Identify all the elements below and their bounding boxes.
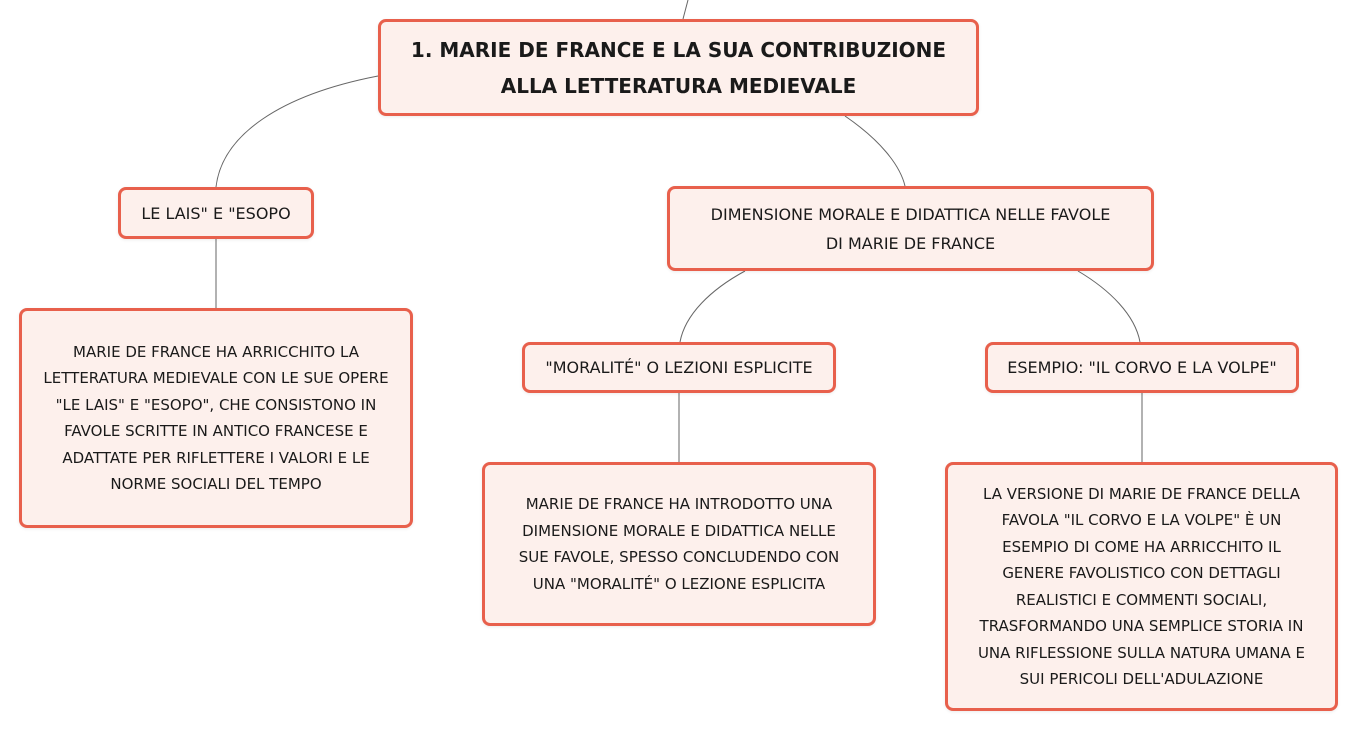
detail-node-esempio[interactable]: [945, 462, 1338, 711]
connector-parent-to-root: [683, 0, 688, 19]
detail-line: ESEMPIO DI COME HA ARRICCHITO IL: [1002, 537, 1281, 556]
topic-text: [711, 200, 1111, 258]
detail-line: SUE FAVOLE, SPESSO CONCLUDENDO CON: [518, 548, 840, 566]
detail-line: REALISTICI E COMMENTI SOCIALI,: [1015, 590, 1268, 609]
detail-line: FAVOLA "IL CORVO E LA VOLPE" È UN: [1001, 511, 1282, 529]
connector-root-to-morale: [845, 116, 905, 186]
detail-node-moralite[interactable]: [482, 462, 876, 626]
topic-node-lais-esopo[interactable]: [118, 187, 314, 239]
root-topic-node[interactable]: [378, 19, 979, 116]
root-topic-line: ALLA LETTERATURA MEDIEVALE: [500, 73, 857, 98]
detail-line: MARIE DE FRANCE HA INTRODOTTO UNA: [525, 495, 833, 513]
detail-line: MARIE DE FRANCE HA ARRICCHITO LA: [73, 342, 359, 361]
detail-line: SUI PERICOLI DELL'ADULAZIONE: [1019, 670, 1264, 688]
topic-label: ESEMPIO: "IL CORVO E LA VOLPE": [1007, 358, 1277, 377]
connector-root-to-lais: [216, 76, 378, 187]
detail-line: GENERE FAVOLISTICO CON DETTAGLI: [1002, 564, 1281, 582]
detail-text: [978, 481, 1305, 693]
connector-morale-to-esempio: [1078, 271, 1140, 342]
detail-line: LA VERSIONE DI MARIE DE FRANCE DELLA: [983, 484, 1300, 503]
topic-node-dimensione-morale[interactable]: [667, 186, 1154, 271]
topic-label: LE LAIS" E "ESOPO: [141, 203, 291, 223]
detail-text: [43, 339, 388, 498]
detail-line: NORME SOCIALI DEL TEMPO: [110, 475, 322, 493]
detail-line: "LE LAIS" E "ESOPO", CHE CONSISTONO IN: [55, 395, 377, 414]
topic-label: "MORALITÉ" O LEZIONI ESPLICITE: [545, 358, 813, 377]
detail-node-lais-esopo[interactable]: [19, 308, 413, 528]
detail-line: FAVOLE SCRITTE IN ANTICO FRANCESE E: [64, 422, 368, 440]
detail-line: ADATTATE PER RIFLETTERE I VALORI E LE: [62, 448, 370, 467]
detail-line: LETTERATURA MEDIEVALE CON LE SUE OPERE: [43, 369, 389, 387]
connector-morale-to-moralite: [680, 271, 745, 342]
detail-line: DIMENSIONE MORALE E DIDATTICA NELLE: [522, 521, 836, 540]
topic-line: DIMENSIONE MORALE E DIDATTICA NELLE FAVOLE: [710, 204, 1111, 224]
topic-line: DI MARIE DE FRANCE: [825, 233, 996, 253]
detail-line: UNA RIFLESSIONE SULLA NATURA UMANA E: [977, 643, 1306, 662]
detail-text: [519, 491, 840, 597]
detail-line: TRASFORMANDO UNA SEMPLICE STORIA IN: [979, 617, 1304, 635]
root-topic-text: [411, 32, 946, 104]
root-topic-line: 1. MARIE DE FRANCE E LA SUA CONTRIBUZIONE: [410, 37, 947, 62]
topic-node-esempio[interactable]: [985, 342, 1299, 393]
topic-node-moralite[interactable]: [522, 342, 836, 393]
detail-line: UNA "MORALITÉ" O LEZIONE ESPLICITA: [532, 574, 826, 593]
